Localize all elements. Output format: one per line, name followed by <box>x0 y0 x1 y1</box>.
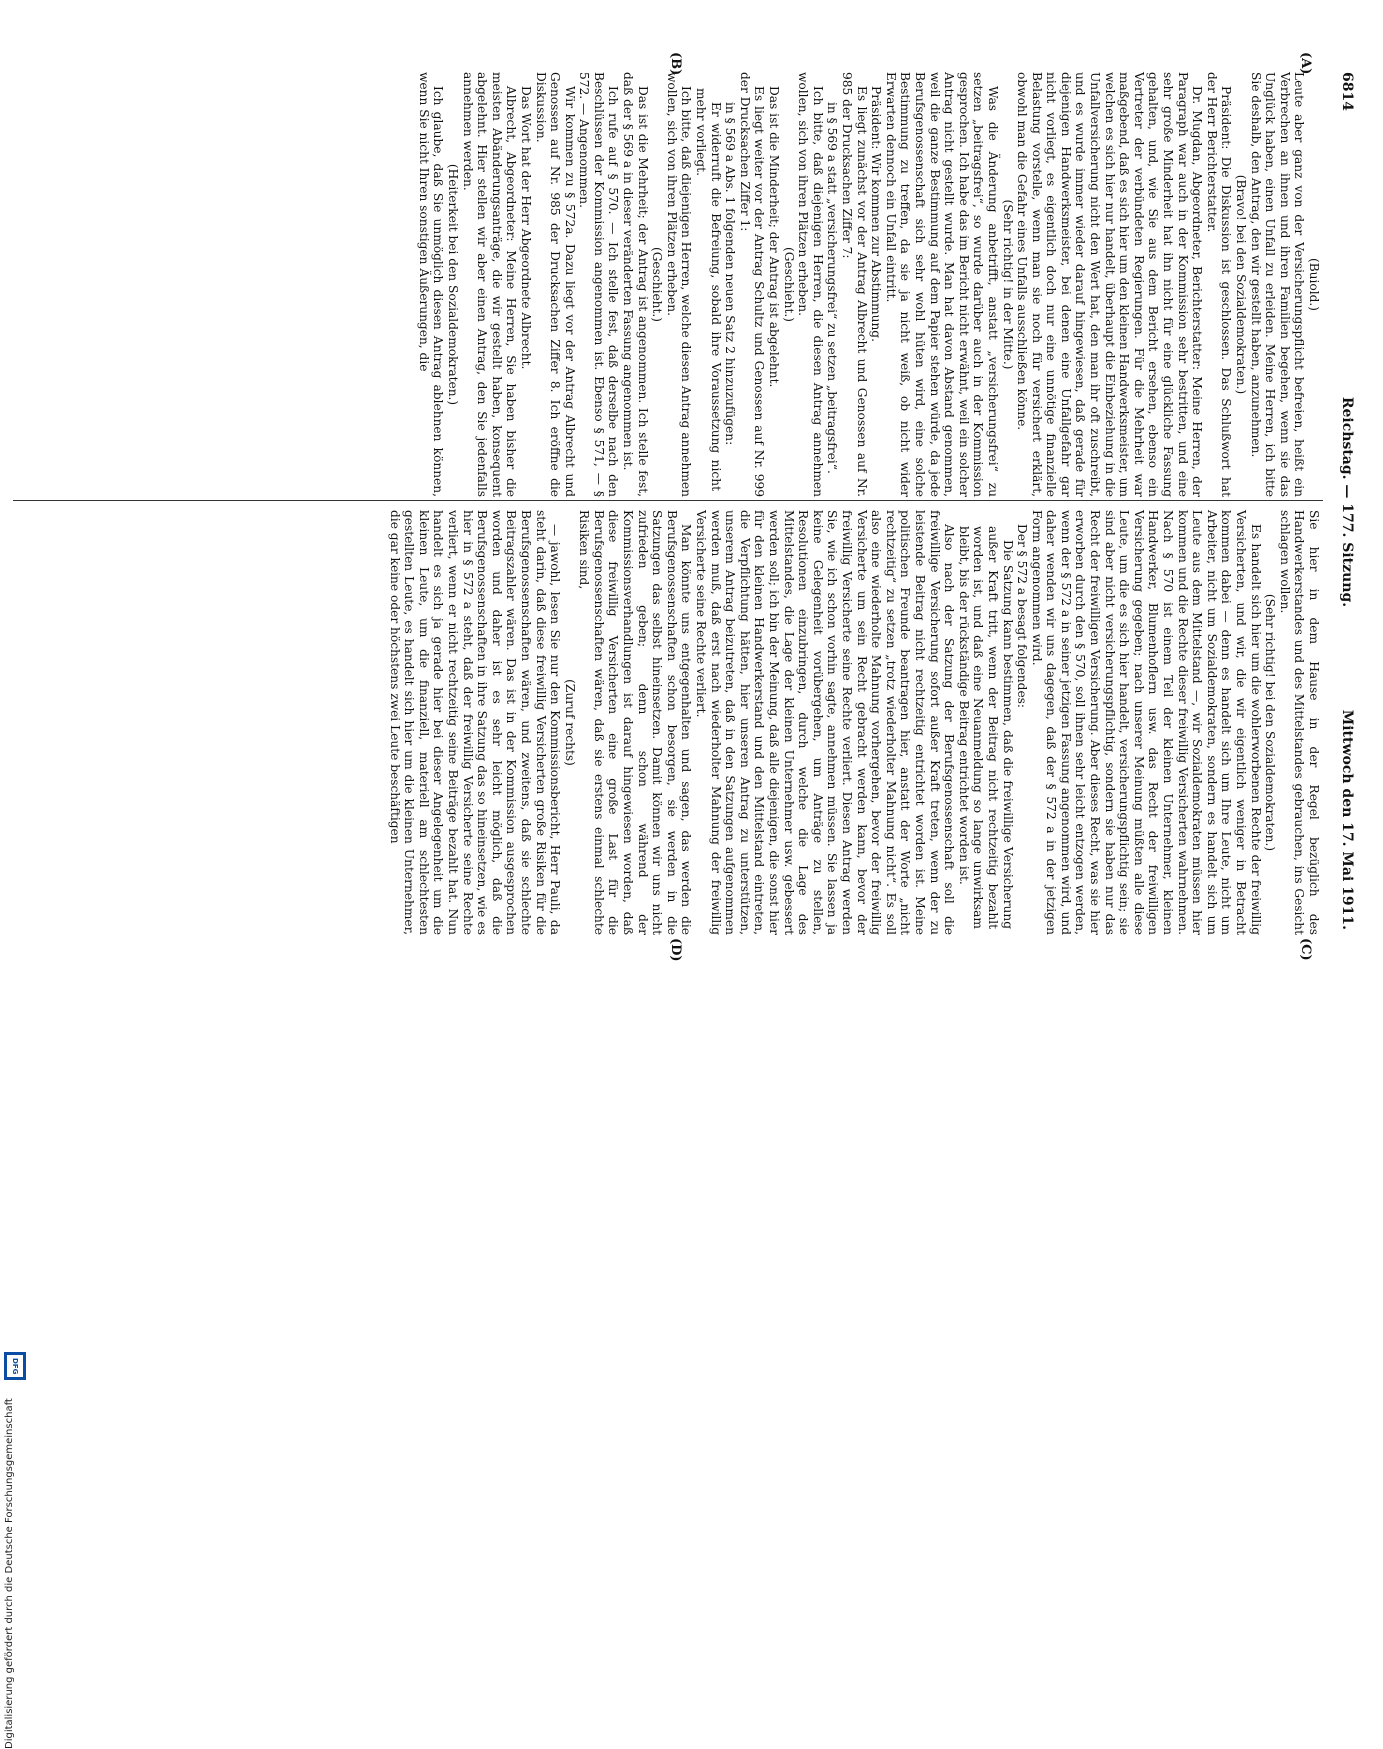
paragraph: Ich bitte, daß diejenigen Herren, die diesen Antrag annehmen wollen, sich von ihren Plätzen erheben. <box>796 72 825 497</box>
running-title: Reichstag. — 177. Sitzung. <box>1339 396 1355 608</box>
interjection: (Sehr richtig! bei den Sozialdemokraten.) <box>1263 593 1278 852</box>
interjection: (Geschieht.) <box>781 246 796 323</box>
page-header <box>1333 72 1355 930</box>
margin-marker-c: (C) <box>1298 938 1313 961</box>
interjection: (Heiterkeit bei den Sozialdemokraten.) <box>445 163 460 406</box>
right-column <box>387 510 1321 935</box>
interjection: (Sehr richtig! in der Mitte.) <box>1000 199 1015 370</box>
margin-marker-a: (A) <box>1298 52 1313 75</box>
paragraph: Was die Änderung anbetrifft, anstatt „versicherungsfrei“ zu setzen „beitragsfrei“, so wurde darüber auch in der Kommission gesprochen. Ich habe das im Bericht nicht erwähnt, weil ein solcher Antrag nicht gestellt wurde. Man hat davon Abstand genommen, weil die ganze Bestimmung auf dem Papier stehen würde, da jede Berufsgenossenschaft sich sehr wohl hüten wird, eine solche Bestimmung zu treffen, da sie ja nicht weiß, ob nicht wider Erwarten dennoch ein Unfall eintritt. <box>883 72 1000 497</box>
quoted-amendment: in § 569 a statt „versicherungsfrei“ zu setzen „beitragsfrei“. <box>825 102 840 474</box>
paragraph: Also nach der Satzung der Berufsgenossenschaft soll die freiwillige Versicherung sofort außer Kraft treten, wenn der zu leistende Beitrag nicht rechtzeitig entrichtet worden ist. Meine politischen Freunde beantragen hier, anstatt der Worte „nicht rechtzeitig“ zu setzen „trotz wiederholter Mahnung nicht“. Es soll also eine wiederholte Mahnung vorhergehen, bevor der freiwillig Versicherte um sein Recht gebracht werden kann, bevor der freiwillig Versicherte seine Rechte verliert. Diesen Antrag werden Sie, wie ich schon vorhin sagte, annehmen müssen. Sie lassen ja keine Gelegenheit vorübergehen, um Anträge zu stellen, Resolutionen einzubringen, durch welche die Lage des Mittelstandes, die Lage der kleinen Unternehmer usw. gebessert werden soll; ich bin der Meinung, daß alle diejenigen, die sonst hier für den kleinen Handwerkerstand und den Mittelstand eintreten, die Verpflichtung hätten, hier unseren Antrag zu unterstützen, unserem Antrag beizutreten, daß in den Satzungen aufgenommen werden muß, daß erst nach wiederholter Mahnung der freiwillig Versicherte seine Rechte verliert. <box>694 510 957 935</box>
paragraph: Ich bitte, daß diejenigen Herren, welche diesen Antrag annehmen wollen, sich von ihren Plätzen erheben. <box>664 72 694 497</box>
paragraph: Ich glaube, daß Sie unmöglich diesen Antrag ablehnen können, wenn Sie nicht Ihren sonstigen Äußerungen, die <box>416 72 446 497</box>
digitization-credit <box>4 1000 26 1749</box>
paragraph: Sie hier in dem Hause in der Regel bezüglich des Handwerkerstandes und des Mittelstandes gebrauchen, ins Gesicht schlagen wollen. <box>1277 510 1321 935</box>
interjection: (Geschieht.) <box>650 246 665 323</box>
paragraph: Präsident: Wir kommen zur Abstimmung. <box>869 86 884 342</box>
dfg-logo <box>4 1352 26 1380</box>
quoted-amendment: in § 569 a Abs. 1 folgenden neuen Satz 2 hinzuzufügen: <box>723 102 738 446</box>
page-number: 6814 <box>1339 72 1355 111</box>
session-date: Mittwoch den 17. Mai 1911. <box>1339 709 1355 930</box>
paragraph: Präsident: Die Diskussion ist geschlossen. Das Schlußwort hat der Herr Berichterstatter. <box>1204 72 1234 497</box>
margin-marker-d: (D) <box>668 938 683 962</box>
paragraph: Ich rufe auf § 570. — Ich stelle fest, daß derselbe nach den Beschlüssen der Kommission angenommen ist. Ebenso § 571, — § 572. — Angenommen. <box>577 72 621 497</box>
margin-marker-b: (B) <box>668 52 683 76</box>
left-column <box>416 72 1321 497</box>
interjection: (Bravo! bei den Sozialdemokraten.) <box>1234 174 1249 395</box>
paragraph: Es handelt sich hier um die wohlerworbenen Rechte der freiwillig Versicherten, und wir, die wir eigentlich weniger in Betracht kommen dabei — denn es handelt sich um Ihre Leute, nicht um Arbeiter, nicht um Sozialdemokraten, sondern es handelt sich um Leute aus dem Mittelstand —, wir Sozialdemokraten müssen hier kommen und die Rechte dieser freiwillig Versicherten wahrnehmen. Nach § 570 ist einem Teil der kleinen Unternehmer, kleinen Handwerker, Blumenhoflern usw. das Recht der freiwilligen Versicherung gegeben; nach unserer Meinung müßten alle diese Leute, um die es sich hier handelt, versicherungspflichtig sein; sie sind aber nicht versicherungspflichtig, sondern sie haben nur das Recht der freiwilligen Versicherung. Aber dieses Recht, was sie hier erworben durch den § 570, soll ihnen sehr leicht entzogen werden, wenn der § 572 a in seiner jetzigen Fassung angenommen wird, und daher wenden wir uns dagegen, daß der § 572 a in der jetzigen Form angenommen wird. <box>1029 510 1263 935</box>
paragraph: Es liegt weiter vor der Antrag Schultz und Genossen auf Nr. 999 der Drucksachen Ziffer 1: <box>737 72 767 497</box>
paragraph: Das ist die Minderheit; der Antrag ist abgelehnt. <box>767 86 782 388</box>
paragraph: — jawohl, lesen Sie nur den Kommissionsbericht, Herr Pauli, da steht darin, daß diese freiwillig Versicherten große Risiken für die Berufsgenossenschaften wären, und zweitens, daß sie schlechte Beitragszahler wären. Das ist in der Kommission ausgesprochen worden und daher ist es sehr leicht möglich, daß die Berufsgenossenschaften in ihre Satzung das so hineinsetzen, wie es hier in § 572 a steht, daß der freiwillig Versicherte seine Rechte verliert, wenn er nicht rechtzeitig seine Beiträge bezahlt hat. Nun handelt es sich ja gerade hier bei dieser Angelegenheit um die kleinen Leute, um die finanziell, materiell am schlechtesten gestellten Leute, es handelt sich hier um die kleinen Unternehmer, die gar keine oder höchstens zwei Leute beschäftigen <box>387 510 563 935</box>
speaker-tag: (Buiold.) <box>1307 257 1321 312</box>
quoted-amendment: Er widerruft die Befreiung, sobald ihre Voraussetzung nicht mehr vorliegt. <box>694 88 723 491</box>
paragraph: Leute aber ganz von der Versicherungspflicht befreien, heißt ein Verbrechen an ihnen und ihren Familien begehen, wenn sie das Unglück haben, einen Unfall zu erleiden. Meine Herren, ich bitte Sie deshalb, den Antrag, den wir gestellt haben, anzunehmen. <box>1248 72 1307 497</box>
dfg-logo-text: DFG <box>7 1355 23 1377</box>
digitization-credit-text: Digitalisierung gefördert durch die Deutsche Forschungsgemeinschaft <box>4 1398 15 1749</box>
paragraph: Wir kommen zu § 572a. Dazu liegt vor der Antrag Albrecht und Genossen auf Nr. 985 der Drucksachen Ziffer 8. Ich eröffne die Diskussion. <box>533 72 577 497</box>
paragraph: Es liegt zunächst vor der Antrag Albrecht und Genossen auf Nr. 985 der Drucksachen Ziffer 7: <box>840 72 869 497</box>
quoted-statute: Die Satzung kann bestimmen, daß die freiwillige Versicherung außer Kraft tritt, wenn der Beitrag nicht rechtzeitig bezahlt worden ist, und daß eine Neuanmeldung so lange unwirksam bleibt, bis der rückständige Beitrag entrichtet worden ist. <box>956 526 1015 929</box>
paragraph: Der § 572 a besagt folgendes: <box>1015 524 1030 709</box>
paragraph: Das Wort hat der Herr Abgeordnete Albrecht. <box>518 86 533 370</box>
paragraph: Albrecht, Abgeordneter: Meine Herren, Sie haben bisher die meisten Abänderungsanträge, die wir gestellt haben, konsequent abgelehnt. Hier stellen wir aber einen Antrag, den Sie jedenfalls annehmen werden. <box>460 72 519 497</box>
paragraph: Dr. Mugdan, Abgeordneter, Berichterstatter: Meine Herren, der Paragraph war auch in der Kommission sehr bestritten, und eine sehr große Minderheit hat ihn nicht für eine glückliche Fassung gehalten, und, wie Sie aus dem Bericht ersehen, ebenso ein Vertreter der verbündeten Regierungen. Für die Mehrheit war maßgebend, daß es sich hier um den kleinen Handwerksmeister, um welchen es sich hier nur handelt, überhaupt die Einbeziehung in die Unfallversicherung nicht den Wert hat, den man ihr oft zuschreibt, und es wurde immer wieder darauf hingewiesen, daß gerade für diejenigen Handwerksmeister, bei denen eine Unfallgefahr gar nicht vorliegt, es eigentlich doch nur eine unnötige finanzielle Belastung vorstelle, wenn man sie noch für versichert erklärt, obwohl man die Gefahr eines Unfalls ausschließen könne. <box>1015 72 1205 497</box>
interjection: (Zuruf rechts) <box>562 679 577 766</box>
column-divider <box>13 500 1323 501</box>
paragraph: Man könnte uns entgegenhalten und sagen, das werden die Berufsgenossenschaften schon besorgen, sie werden in die Satzungen das selbst hineinsetzen. Damit können wir uns nicht zufrieden geben; denn schon während der Kommissionsverhandlungen ist darauf hingewiesen worden, daß diese freiwillig Versicherten eine große Last für die Berufsgenossenschaften wären, daß sie erstens einmal schlechte Risiken sind, <box>577 510 694 935</box>
paragraph: Das ist die Mehrheit; der Antrag ist angenommen. Ich stelle fest, daß der § 569 a in dieser veränderten Fassung angenommen ist. <box>621 72 650 497</box>
